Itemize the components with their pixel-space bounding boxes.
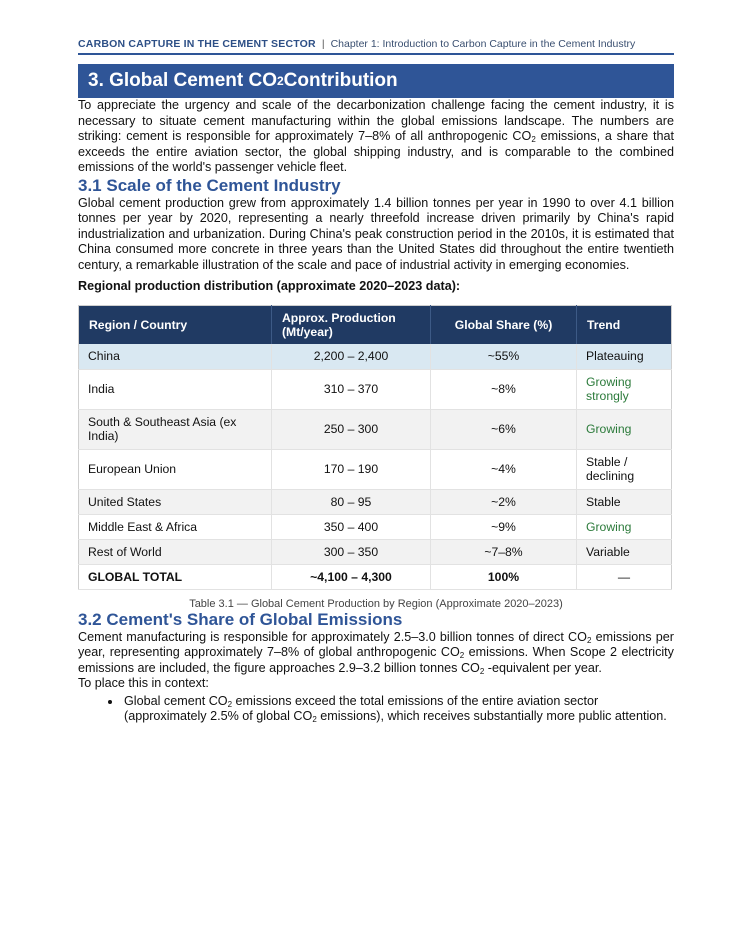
list-item: [122, 694, 674, 725]
section-3-1-heading: 3.1 Scale of the Cement Industry: [78, 175, 341, 195]
cell-share: ~8%: [431, 369, 577, 409]
context-lead: To place this in context:: [78, 676, 209, 690]
intro-text-a: To appreciate the urgency and scale of the decarbonization challenge facing the cement industry, it is necessary to situate cement manufacturing within the global emissions landscape. The numbers are striking: cement is responsible for approximately 7–8% of all anthropogenic CO: [78, 98, 674, 143]
chapter-heading: [78, 64, 674, 98]
cell-trend: Variable: [577, 539, 672, 564]
cell-trend: Growing: [577, 514, 672, 539]
section-3-2-paragraph: [78, 630, 674, 677]
cell-production: 310 – 370: [272, 369, 431, 409]
cell-production: 300 – 350: [272, 539, 431, 564]
table-row: [79, 489, 672, 514]
cell-region: GLOBAL TOTAL: [79, 564, 272, 589]
subscript: 2: [459, 651, 465, 660]
cell-share: ~7–8%: [431, 539, 577, 564]
cell-production: 80 – 95: [272, 489, 431, 514]
cell-region: European Union: [79, 449, 272, 489]
cell-trend: Growing strongly: [577, 369, 672, 409]
production-table: [78, 305, 672, 590]
section-3-2-heading: 3.2 Cement's Share of Global Emissions: [78, 609, 403, 629]
header-share: Global Share (%): [431, 306, 577, 345]
cell-share: ~55%: [431, 344, 577, 369]
cell-region: United States: [79, 489, 272, 514]
subscript: 2: [479, 666, 485, 676]
table-lead-in: Regional production distribution (approximate 2020–2023 data):: [78, 279, 461, 293]
table-caption: Table 3.1 — Global Cement Production by Region (Approximate 2020–2023): [189, 597, 563, 610]
cell-production: 2,200 – 2,400: [272, 344, 431, 369]
cell-trend: Plateauing: [577, 344, 672, 369]
cell-production: 350 – 400: [272, 514, 431, 539]
cell-trend: Stable / declining: [577, 449, 672, 489]
table-row: [79, 369, 672, 409]
header-production: Approx. Production (Mt/year): [272, 306, 431, 345]
chapter-heading-subscript: 2: [276, 74, 284, 88]
header-rule: [78, 53, 674, 55]
table-row: [79, 409, 672, 449]
text-run: emissions), which receives substantially more public attention.: [316, 709, 667, 723]
text-run: emissions exceed the total emissions of the entire aviation sector (approximately 2.5% of global CO: [124, 693, 599, 723]
section-3-1-paragraph: Global cement production grew from approximately 1.4 billion tonnes per year in 1990 to over 4.1 billion tonnes per year by 2020, representing a nearly threefold increase driven primarily by China's rapid industrialization and urbanization. During China's peak construction period in the 2010s, it is estimated that China consumed more concrete in three years than the United States did throughout the entire twentieth century, a remarkable illustration of the scale and pace of industrial activity in emerging economies.: [78, 195, 674, 272]
cell-production: 170 – 190: [272, 449, 431, 489]
header-separator: |: [321, 38, 325, 50]
cell-share: ~9%: [431, 514, 577, 539]
text-run: Cement manufacturing is responsible for approximately 2.5–3.0 billion tonnes of direct CO: [78, 629, 587, 644]
intro-paragraph: [78, 98, 674, 176]
book-title: CARBON CAPTURE IN THE CEMENT SECTOR: [78, 38, 316, 50]
text-run: emissions. When Scope 2 electricity emissions are included, the figure approaches 2.9–3.2 billion tonnes CO: [78, 645, 674, 675]
cell-share: ~4%: [431, 449, 577, 489]
chapter-heading-prefix: 3. Global Cement CO: [88, 70, 277, 91]
table-total-row: [79, 564, 672, 589]
subscript: 2: [586, 635, 592, 645]
cell-region: South & Southeast Asia (ex India): [79, 409, 272, 449]
document-page: [78, 38, 674, 725]
table-row: [79, 539, 672, 564]
subscript: 2: [227, 699, 233, 709]
running-header: [78, 38, 674, 51]
context-list: [78, 694, 674, 725]
cell-production: 250 – 300: [272, 409, 431, 449]
intro-text-b: emissions, a share that exceeds the entire aviation sector, the global shipping industry, and is comparable to the combined emissions of the world's passenger vehicle fleet.: [78, 129, 674, 174]
cell-production: ~4,100 – 4,300: [272, 564, 431, 589]
cell-trend: —: [577, 564, 672, 589]
chapter-heading-suffix: Contribution: [283, 70, 398, 91]
header-trend: Trend: [577, 306, 672, 345]
cell-region: India: [79, 369, 272, 409]
text-run: emissions per year, representing approximately 7–8% of global anthropogenic CO: [78, 629, 674, 659]
text-run: -equivalent per year.: [484, 660, 602, 675]
text-run: Global cement CO: [124, 693, 228, 708]
cell-trend: Growing: [577, 409, 672, 449]
cell-region: Rest of World: [79, 539, 272, 564]
intro-subscript: 2: [531, 135, 536, 144]
table-row: [79, 344, 672, 369]
cell-share: 100%: [431, 564, 577, 589]
cell-share: ~2%: [431, 489, 577, 514]
chapter-title: Chapter 1: Introduction to Carbon Capture in the Cement Industry: [330, 38, 636, 50]
cell-trend: Stable: [577, 489, 672, 514]
subscript: 2: [312, 715, 317, 724]
table-row: [79, 449, 672, 489]
header-region: Region / Country: [79, 306, 272, 345]
table-header-row: [79, 306, 672, 345]
cell-region: Middle East & Africa: [79, 514, 272, 539]
table-row: [79, 514, 672, 539]
cell-region: China: [79, 344, 272, 369]
cell-share: ~6%: [431, 409, 577, 449]
